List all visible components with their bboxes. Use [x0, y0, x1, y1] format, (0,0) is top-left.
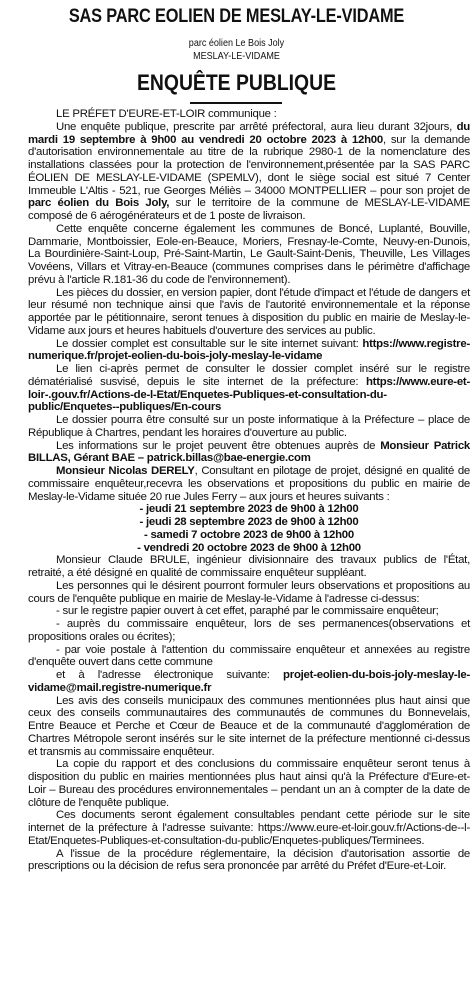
prefect-intro: LE PRÉFET D'EURE-ET-LOIR communique : — [56, 108, 277, 120]
title-underline — [190, 102, 282, 104]
company-title: SAS PARC EOLIEN DE MESLAY-LE-VIDAME — [68, 6, 405, 27]
paragraph-consultable: Ces documents seront également consultables pendant cette période sur le site internet de la préfecture à l'adresse suivante: https://www.eure-et-loir.gouv.fr/Actions-de--l-Etat/Enquetes-Publiques-et-consultation-du-public/Enquetes-publiques/Terminees. — [28, 809, 470, 847]
paragraph-substitute: Monsieur Claude BRULE, ingénieur divisionnaire des travaux publics de l'État, retraité, a été désigné en qualité de commissaire enquêteur suppléant. — [28, 554, 470, 579]
paragraph-documents: Les pièces du dossier, en version papier, dont l'étude d'impact et l'étude de dangers et leur résumé non technique ainsi que l'avis de l'autorité environnementale et la réponse apportée par le pétitionnaire, seront tenues à disposition du public en mairie de Meslay-le-Vidame aux jours et heures habituels d'ouverture des services au public. — [28, 286, 470, 337]
paragraph-inquiry: Une enquête publique, prescrite par arrêté préfectoral, aura lieu durant 32jours, du mardi 19 septembre à 9h00 au vendredi 20 octobre 2023 à 12h00, sur la demande d'autorisation environnementale au titre de la rubrique 2980-1 de la nomenclature des installations classées pour la protection de l'environnement,présentée par la SAS PARC ÉOLIEN DE MESLAY-LE-VIDAME (SPEMLV), dont le siège social est situé 7 Center Immeuble L'Altis - 521, rue Georges Méliès – 34000 MONTPELLIER – pour son projet de parc éolien du Bois Joly, sur le territoire de la commune de MESLAY-LE-VIDAME composé de 6 aérogénérateurs et de 1 poste de livraison. — [28, 120, 470, 222]
list-email: et à l'adresse électronique suivante: projet-eolien-du-bois-joly-meslay-le-vidame@mail.registre-numerique.fr — [28, 669, 470, 694]
paragraph-communes: Cette enquête concerne également les communes de Boncé, Luplanté, Bouville, Dammarie, Montboissier, Eole-en-Beauce, Moriers, Fresnay-le-Comte, Neuvy-en-Dunois, La Bourdinière-Saint-Loup, Pré-Saint-Martin, Le Gault-Saint-Denis, Theuville, Les Villages Vovéens, Villars et Vitray-en-Beauce (communes comprises dans le périmètre d'affichage prévu à l'article R.181-36 du code de l'environnement). — [28, 222, 470, 286]
notice-title: ENQUÊTE PUBLIQUE — [136, 70, 336, 95]
inquiry-dates: du mardi 19 septembre à 9h00 au vendredi 20 octobre 2023 à 12h00 — [28, 120, 470, 146]
project-subtitle: parc éolien Le Bois Joly — [188, 37, 285, 49]
paragraph-terminal: Le dossier pourra être consulté sur un poste informatique à la Préfecture – place de République à Chartres, pendant les horaires d'ouverture au public. — [28, 414, 470, 439]
email-address[interactable]: projet-eolien-du-bois-joly-meslay-le-vidame@mail.registre-numerique.fr — [28, 669, 470, 694]
paragraph-prefecture-link: Le lien ci-après permet de consulter le dossier complet inséré sur le registre dématérialisé susvisé, depuis le site internet de la préfecture: https://www.eure-et-loir-.gouv.fr/Actions-de-l-Etat/Enquetes-Publiques-et-consultation-du-public/Enquetes--publiques/En-cours — [28, 363, 470, 414]
paragraph-online-dossier: Le dossier complet est consultable sur le site internet suivant: https://www.registre-numerique.fr/projet-eolien-du-bois-joly-meslay-le-vidame — [28, 337, 470, 363]
session-date-2: - jeudi 28 septembre 2023 de 9h00 à 12h00 — [139, 516, 359, 528]
paragraph-council-opinions: Les avis des conseils municipaux des communes mentionnées plus haut ainsi que ceux des conseils communautaires des communautés de communes du Bonnevelais, Entre Beauce et Perche et Cœur de Beauce et de la communauté d'agglomération de Chartres Métropole seront insérés sur le site internet de la préfecture mentionné ci-dessus et transmis au commissaire enquêteur. — [28, 694, 470, 758]
contact-person: Monsieur Patrick BILLAS, Gérant BAE – patrick.billas@bae-energie.com — [28, 439, 470, 465]
paragraph-commissioner: Monsieur Nicolas DERELY, Consultant en pilotage de projet, désigné en qualité de commissaire enquêteur,recevra les observations et propositions du public en mairie de Meslay-le-Vidame située 20 rue Jules Ferry – aux jours et heures suivants : — [28, 465, 470, 503]
notice-body — [28, 108, 470, 873]
paragraph-decision: A l'issue de la procédure réglementaire, la décision d'autorisation assortie de prescriptions ou la décision de refus sera prononcée par arrêté du Préfet d'Eure-et-Loir. — [28, 847, 470, 873]
session-date-1: - jeudi 21 septembre 2023 de 9h00 à 12h00 — [139, 503, 359, 516]
paragraph-observations: Les personnes qui le désirent pourront formuler leurs observations et propositions au cours de l'enquête publique en mairie de Meslay-le-Vidame à l'adresse ci-dessus: — [28, 579, 470, 605]
list-permanences: - auprès du commissaire enquêteur, lors de ses permanences(observations et propositions orales ou écrites); — [28, 618, 470, 643]
list-postal: - par voie postale à l'attention du commissaire enquêteur et annexées au registre d'enquête ouvert dans cette commune — [28, 643, 470, 669]
session-date-3: - samedi 7 octobre 2023 de 9h00 à 12h00 — [144, 528, 354, 541]
paragraph-report: La copie du rapport et des conclusions du commissaire enquêteur seront tenus à disposition du public en mairies mentionnées plus haut ainsi qu'à la Préfecture d'Eure-et-Loir – Bureau des procédures environnementales – pendant un an à compter de la date de clôture de l'enquête publique. — [28, 758, 470, 809]
commune-subtitle: MESLAY-LE-VIDAME — [193, 50, 280, 62]
project-name: parc éolien du Bois Joly, — [28, 197, 170, 210]
prefecture-link[interactable]: https://www.eure-et-loir-.gouv.fr/Actions-de-l-Etat/Enquetes-Publiques-et-consultation-du-public/Enquetes--publiques/En-cours — [28, 375, 470, 414]
session-date-4: - vendredi 20 octobre 2023 de 9h00 à 12h00 — [137, 541, 361, 554]
registry-link[interactable]: https://www.registre-numerique.fr/projet-eolien-du-bois-joly-meslay-le-vidame — [28, 337, 470, 363]
list-paper-register: - sur le registre papier ouvert à cet effet, paraphé par le commissaire enquêteur; — [56, 605, 439, 618]
paragraph-contact: Les informations sur le projet peuvent être obtenues auprès de Monsieur Patrick BILLAS, Gérant BAE – patrick.billas@bae-energie.com — [28, 439, 470, 465]
commissioner-name: Monsieur Nicolas DERELY — [56, 465, 195, 477]
